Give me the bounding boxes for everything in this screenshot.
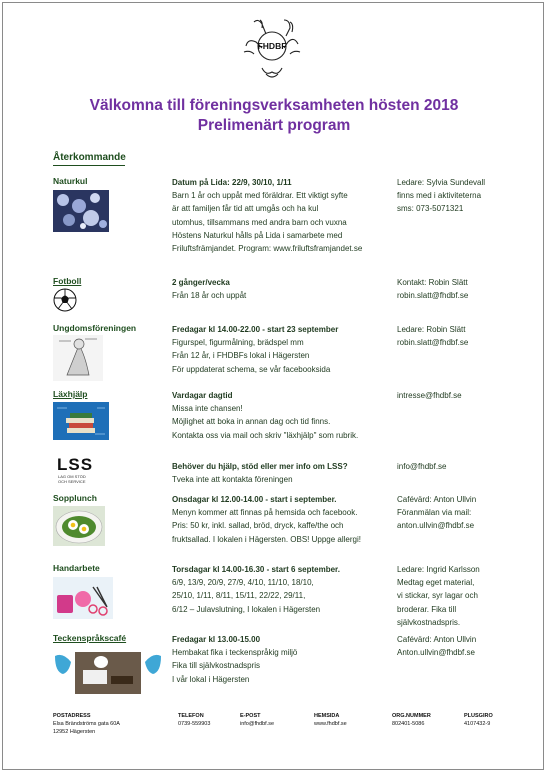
activity-name-fotboll: Fotboll	[53, 276, 82, 286]
contact-line: intresse@fhdbf.se	[397, 391, 462, 400]
footer-address	[53, 712, 120, 736]
activity-text-ungdom	[172, 323, 397, 376]
footer-label: E-POST	[240, 713, 261, 719]
activity-line: Friluftsfrämjandet. Program: www.friluftsframjandet.se	[172, 244, 363, 254]
activity-line: Figurspel, figurmålning, brädspel mm	[172, 338, 304, 348]
activity-contact-fotboll	[397, 276, 529, 302]
footer-label: PLUSGIRO	[464, 713, 493, 719]
contact-line: Ledare: Robin Slätt	[397, 325, 466, 334]
contact-line: robin.slatt@fhdbf.se	[397, 338, 469, 348]
activity-text-laxhjalp	[172, 389, 397, 442]
activity-contact-handarbete	[397, 563, 529, 629]
activity-contact-sopplunch	[397, 493, 529, 533]
lss-logo-text: LSS	[57, 456, 94, 474]
activity-text-fotboll	[172, 276, 397, 302]
activity-line: I vår lokal i Hägersten	[172, 674, 250, 684]
contact-line: finns med i aktiviteterna	[397, 191, 482, 201]
page-subtitle: Prelimenärt program	[197, 117, 351, 134]
footer-label: ORG.NUMMER	[392, 713, 431, 719]
activity-line: Kontakta oss via mail och skriv "läxhjälp" som rubrik.	[172, 430, 359, 440]
contact-line: Cafévärd: Anton Ullvin	[397, 635, 477, 644]
activity-line: 6/12 – Julavslutning, I lokalen i Hägersten	[172, 604, 321, 614]
contact-line: vi stickar, syr lagar och	[397, 591, 478, 601]
sewing-image	[53, 577, 113, 619]
activity-line: Menyn kommer att finnas på hemsida och facebook.	[172, 508, 358, 518]
logo-text: FHDBF	[257, 41, 287, 51]
contact-line: info@fhdbf.se	[397, 462, 447, 471]
activity-line: Fredagar kl 14.00-22.00 - start 23 september	[172, 325, 339, 334]
activity-line: Höstens Naturkul hålls på Lida i samarbete med	[172, 230, 343, 240]
activity-name-handarbete: Handarbete	[53, 563, 100, 573]
activity-line: utomhus, tillsammans med andra barn och vuxna	[172, 217, 347, 227]
activity-contact-lss	[397, 460, 529, 473]
footer-orgnumber	[392, 712, 431, 728]
activity-line: 6/9, 13/9, 20/9, 27/9, 4/10, 11/10, 18/10,	[172, 578, 314, 588]
footer-value: 0739-559903	[178, 721, 211, 727]
footer-value: info@fhdbf.se	[240, 721, 275, 727]
activity-line: Barn 1 år och uppåt med föräldrar. Ett viktigt syfte	[172, 191, 348, 201]
activity-name-laxhjalp: Läxhjälp	[53, 389, 88, 399]
activity-name-sopplunch: Sopplunch	[53, 493, 97, 503]
activity-line: Onsdagar kl 12.00-14.00 - start i september.	[172, 495, 337, 504]
activity-line: Torsdagar kl 14.00-16.30 - start 6 september.	[172, 565, 340, 574]
lss-logo-caption: OCH SERVICE	[58, 479, 86, 484]
contact-line: Medtag eget material,	[397, 578, 475, 588]
activity-line: Hembakat fika i teckenspråkig miljö	[172, 648, 298, 658]
footer-email	[240, 712, 274, 728]
football-icon	[53, 288, 77, 312]
activity-line: är att familjen får tid att umgås och ha kul	[172, 204, 319, 214]
page-title: Välkomna till föreningsverksamheten hösten 2018	[89, 97, 459, 114]
activity-line: Tveka inte att kontakta föreningen	[172, 475, 293, 485]
activity-line: Pris: 50 kr, inkl. sallad, bröd, dryck, kaffe/the och	[172, 521, 344, 531]
contact-line: Anton.ullvin@fhdbf.se	[397, 648, 475, 658]
soup-image	[53, 506, 105, 546]
naturkul-image	[53, 190, 109, 232]
lss-logo	[53, 456, 109, 486]
footer-label: TELEFON	[178, 713, 204, 719]
cafe-image	[53, 646, 163, 698]
footer-value: 802401-5086	[392, 721, 425, 727]
footer-label: HEMSIDA	[314, 713, 340, 719]
activity-line: Vardagar dagtid	[172, 391, 233, 400]
contact-line: Ledare: Ingrid Karlsson	[397, 565, 480, 574]
footer-website	[314, 712, 347, 728]
activity-text-teckensprakscafe	[172, 633, 397, 686]
activity-name-naturkul: Naturkul	[53, 176, 88, 186]
contact-line: självkostnadspris.	[397, 617, 461, 627]
contact-line: Föranmälan via mail:	[397, 508, 472, 518]
activity-text-sopplunch	[172, 493, 397, 546]
footer-value: 12952 Hägersten	[53, 729, 96, 735]
activity-line: 25/10, 1/11, 8/11, 15/11, 22/22, 29/11,	[172, 591, 306, 601]
activity-text-lss	[172, 460, 397, 486]
activity-contact-teckensprakscafe	[397, 633, 529, 659]
activity-line: Möjlighet att boka in annan dag och tid finns.	[172, 417, 331, 427]
section-underline	[53, 165, 125, 166]
footer-label: POSTADRESS	[53, 713, 91, 719]
activity-line: Fika till självkostnadspris	[172, 661, 261, 671]
activity-contact-ungdom	[397, 323, 529, 349]
footer-phone	[178, 712, 210, 728]
activity-line: Från 18 år och uppåt	[172, 291, 247, 301]
activity-name-ungdomsforeningen: Ungdomsföreningen	[53, 323, 137, 333]
activity-contact-laxhjalp	[397, 389, 529, 402]
activity-line: För uppdaterat schema, se vår facebooksida	[172, 364, 331, 374]
lss-logo-caption: LAG OM STÖD	[58, 474, 86, 479]
activity-line: Datum på Lida: 22/9, 30/10, 1/11	[172, 178, 292, 187]
activity-contact-naturkul	[397, 176, 529, 216]
contact-line: sms: 073-5071321	[397, 204, 464, 214]
activity-line: Fredagar kl 13.00-15.00	[172, 635, 261, 644]
contact-line: robin.slatt@fhdbf.se	[397, 291, 469, 301]
activity-line: 2 gånger/vecka	[172, 278, 230, 287]
contact-line: Cafévärd: Anton Ullvin	[397, 495, 477, 504]
contact-line: Ledare: Sylvia Sundevall	[397, 178, 486, 187]
footer-plusgiro	[464, 712, 493, 728]
ungdom-figure-image	[53, 335, 103, 381]
contact-line: broderar. Fika till	[397, 604, 457, 614]
activity-line: Från 12 år, i FHDBFs lokal i Hägersten	[172, 351, 310, 361]
activity-text-handarbete	[172, 563, 397, 616]
activity-text-naturkul	[172, 176, 397, 255]
footer-value: www.fhdbf.se	[314, 721, 347, 727]
section-heading: Återkommande	[53, 152, 126, 163]
activity-name-teckensprakscafe: Teckenspråkscafé	[53, 633, 127, 643]
activity-line: Missa inte chansen!	[172, 404, 243, 414]
footer-value: Elsa Brändströms gata 60A	[53, 721, 120, 727]
contact-line: anton.ullvin@fhdbf.se	[397, 521, 475, 531]
contact-line: Kontakt: Robin Slätt	[397, 278, 468, 287]
fhdbf-logo	[240, 16, 304, 82]
activity-line: Behöver du hjälp, stöd eller mer info om LSS?	[172, 462, 348, 471]
books-image	[53, 402, 109, 440]
footer-value: 4107432-9	[464, 721, 491, 727]
activity-line: fruktsallad. I lokalen i Hägersten. OBS! Uppge allergi!	[172, 534, 361, 544]
